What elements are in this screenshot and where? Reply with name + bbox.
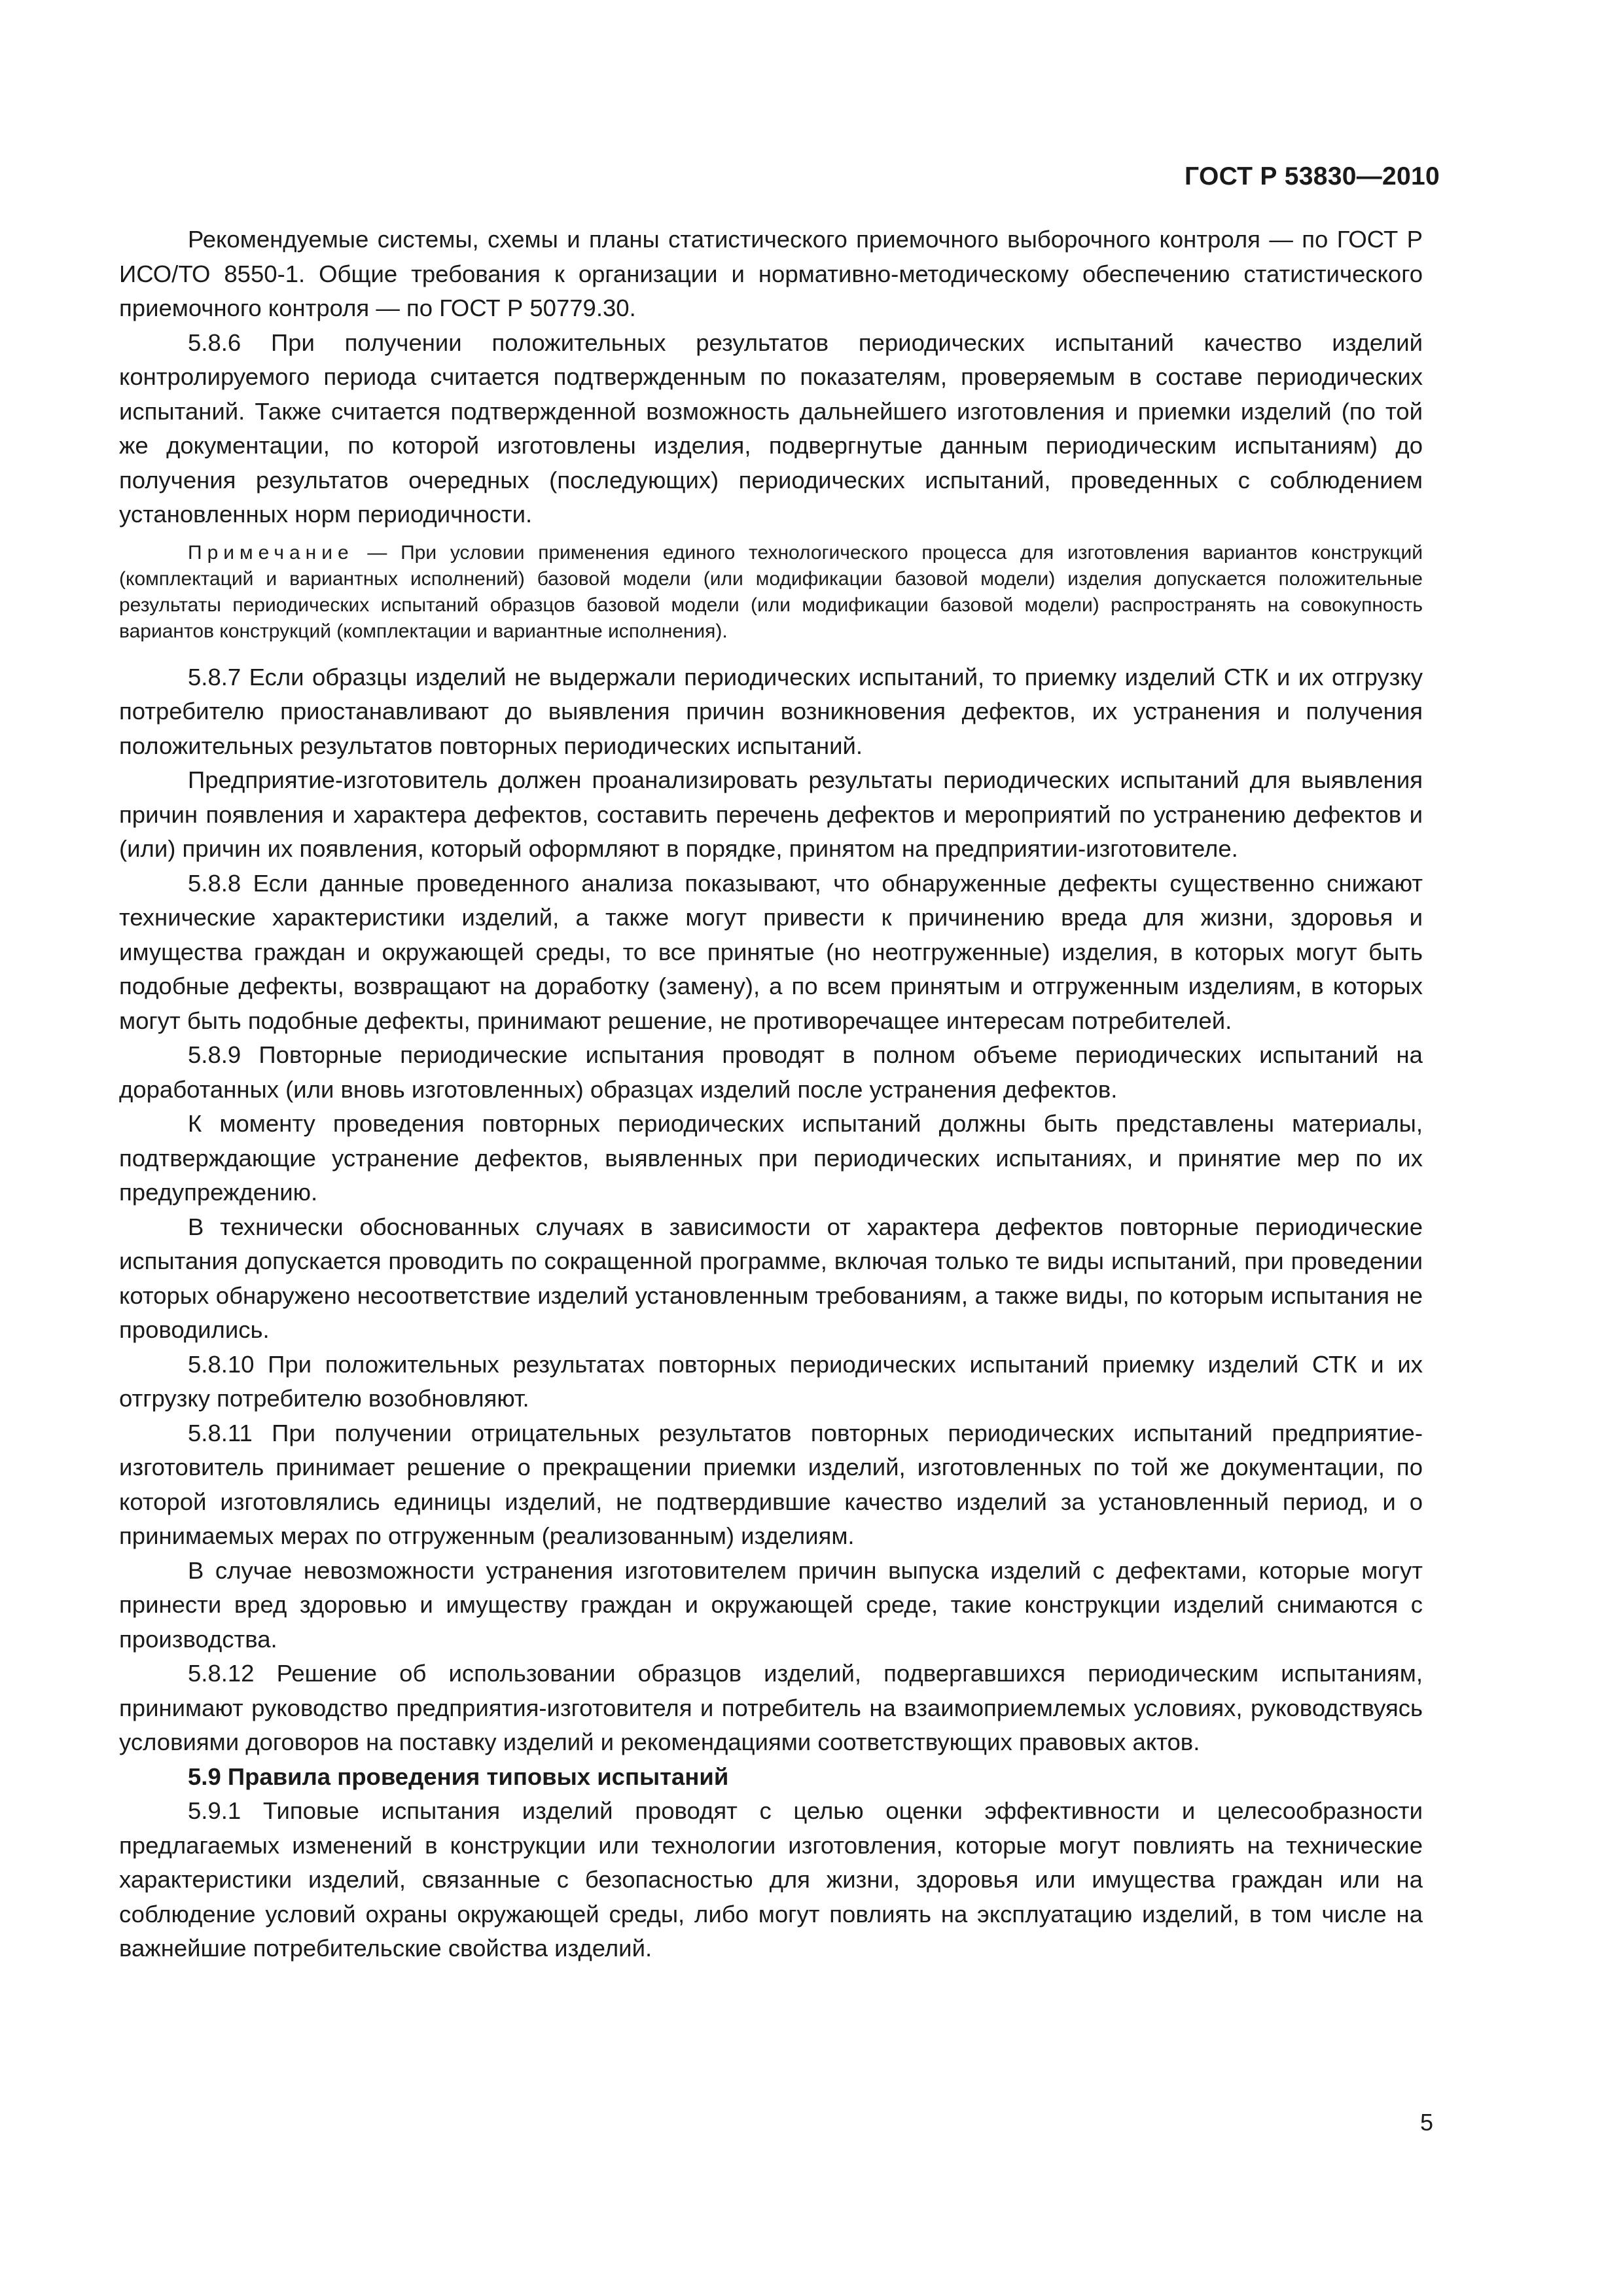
page-number: 5 bbox=[1419, 2109, 1433, 2136]
paragraph-5-8-8: 5.8.8 Если данные проведенного анализа показывают, что обнаруженные дефекты существенно снижают технические характеристики изделий, а также могут привести к причинению вреда для жизни, здоровья и имущества граждан и окружающей среды, то все принятые (но неотгруженные) изделия, в которых могут быть подобные дефекты, возвращают на доработку (замену), а по всем принятым и отгруженным изделиям, в которых могут быть подобные дефекты, принимают решение, не противоречащее интересам потребителей. bbox=[119, 869, 1423, 1034]
paragraph-5-8-7: 5.8.7 Если образцы изделий не выдержали периодических испытаний, то приемку изделий СТК и их отгрузку потребителю приостанавливают до выявления причин возникновения дефектов, их устранения и получения положительных результатов повторных периодических испытаний. bbox=[119, 663, 1423, 759]
paragraph-manufacturer-analysis: Предприятие-изготовитель должен проанализировать результаты периодических испытаний для выявления причин появления и характера дефектов, составить перечень дефектов и мероприятий по устранению дефектов и (или) причин их появления, который оформляют в порядке, принятом на предприятии-изготовителе. bbox=[119, 766, 1423, 862]
paragraph-recommended-systems: Рекомендуемые системы, схемы и планы статистического приемочного выборочного контроля — по ГОСТ Р ИСО/ТО 8550-1. Общие требования к организации и нормативно-методическому обеспечению статистического приемочного контроля — по ГОСТ Р 50779.30. bbox=[119, 226, 1423, 321]
section-heading-5-9: 5.9 Правила проведения типовых испытаний bbox=[188, 1763, 729, 1790]
document-code-header: ГОСТ Р 53830—2010 bbox=[1185, 162, 1440, 190]
paragraph-5-8-10: 5.8.10 При положительных результатах повторных периодических испытаний приемку изделий СТК и их отгрузку потребителю возобновляют. bbox=[119, 1350, 1423, 1412]
document-body bbox=[119, 223, 1423, 1966]
paragraph-production-removal: В случае невозможности устранения изготовителем причин выпуска изделий с дефектами, которые могут принести вред здоровью и имуществу граждан и окружающей среде, такие конструкции изделий снимаются с производства. bbox=[119, 1556, 1423, 1653]
note-block bbox=[119, 540, 1423, 645]
paragraph-5-8-6: 5.8.6 При получении положительных результатов периодических испытаний качество изделий контролируемого периода считается подтвержденным по показателям, проверяемым в составе периодических испытаний. Также считается подтвержденной возможность дальнейшего изготовления и приемки изделий (по той же документации, по которой изготовлены изделия, подвергнутые данным периодическим испытаниям) до получения результатов очередных (последующих) периодических испытаний, проведенных с соблюдением установленных норм периодичности. bbox=[119, 329, 1423, 528]
note-label: Примечание bbox=[188, 541, 354, 564]
paragraph-reduced-program: В технически обоснованных случаях в зависимости от характера дефектов повторные периодические испытания допускается проводить по сокращенной программе, включая только те виды испытаний, при проведении которых обнаружено несоответствие изделий установленным требованиям, а также виды, по которым испытания не проводились. bbox=[119, 1213, 1423, 1343]
paragraph-5-9-1: 5.9.1 Типовые испытания изделий проводят с целью оценки эффективности и целесообразности предлагаемых изменений в конструкции или технологии изготовления, которые могут повлиять на технические характеристики изделий, связанные с безопасностью для жизни, здоровья или имущества граждан или на соблюдение условий охраны окружающей среды, либо могут повлиять на эксплуатацию изделий, в том числе на важнейшие потребительские свойства изделий. bbox=[119, 1797, 1423, 1962]
paragraph-5-8-12: 5.8.12 Решение об использовании образцов изделий, подвергавшихся периодическим испытаниям, принимают руководство предприятия-изготовителя и потребитель на взаимоприемлемых условиях, руководствуясь условиями договоров на поставку изделий и рекомендациями соответствующих правовых актов. bbox=[119, 1660, 1423, 1755]
note-text: — При условии применения единого технологического процесса для изготовления вариантов конструкций (комплектаций и вариантных исполнений) базовой модели (или модификации базовой модели) изделия допускается положительные результаты периодических испытаний образцов базовой модели (или модификации базовой модели) распространять на совокупность вариантов конструкций (комплектации и вариантные исполнения). bbox=[119, 541, 1423, 642]
paragraph-5-8-9: 5.8.9 Повторные периодические испытания проводят в полном объеме периодических испытаний на доработанных (или вновь изготовленных) образцах изделий после устранения дефектов. bbox=[119, 1041, 1423, 1103]
paragraph-repeat-test-materials: К моменту проведения повторных периодических испытаний должны быть представлены материалы, подтверждающие устранение дефектов, выявленных при периодических испытаниях, и принятие мер по их предупреждению. bbox=[119, 1110, 1423, 1206]
paragraph-5-8-11: 5.8.11 При получении отрицательных результатов повторных периодических испытаний предприятие-изготовитель принимает решение о прекращении приемки изделий, изготовленных по той же документации, по которой изготовлялись единицы изделий, не подтвердившие качество изделий за установленный период, и о принимаемых мерах по отгруженным (реализованным) изделиям. bbox=[119, 1419, 1423, 1549]
